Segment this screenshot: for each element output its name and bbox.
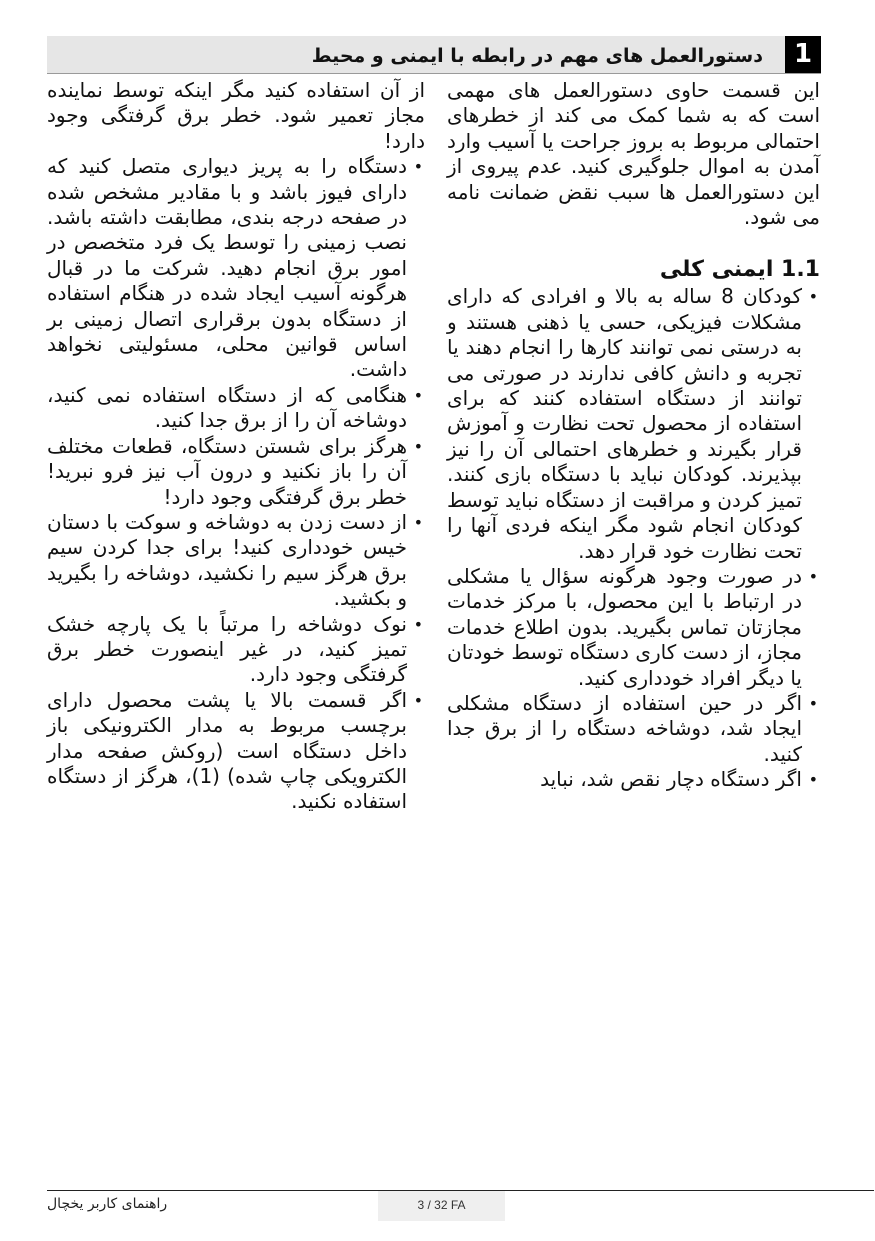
safety-list-left: [47, 78, 425, 815]
right-column: [447, 78, 820, 793]
list-item: • نوک دوشاخه را مرتباً با یک پارچه خشک تمیز کنید، در غیر اینصورت خطر برق گرفتگی وجود دارد.: [47, 612, 425, 688]
intro-paragraph: این قسمت حاوی دستورالعمل های مهمی است که به شما کمک می کند از خطرهای احتمالی مربوط به بروز جراحت یا آسیب وارد آمدن به اموال جلوگیری کنید. عدم پیروی از این دستورالعمل ها سبب نقض ضمانت نامه می شود.: [447, 78, 820, 230]
section-number: 1: [785, 36, 821, 73]
page-number: 3 / 32 FA: [378, 1191, 505, 1221]
list-item: • اگر دستگاه دچار نقص شد، نباید: [447, 767, 820, 792]
list-item: • اگر در حین استفاده از دستگاه مشکلی ایجاد شد، دوشاخه دستگاه را از برق جدا کنید.: [447, 691, 820, 767]
list-item: • از دست زدن به دوشاخه و سوکت با دستان خیس خودداری کنید! برای جدا کردن سیم برق هرگز سیم را نکشید، دوشاخه را بگیرید و بکشید.: [47, 510, 425, 612]
subsection-title: 1.1 ایمنی کلی: [659, 257, 820, 283]
list-item: • هنگامی که از دستگاه استفاده نمی کنید، دوشاخه آن را از برق جدا کنید.: [47, 383, 425, 434]
list-item-continuation: از آن استفاده کنید مگر اینکه توسط نماینده مجاز تعمیر شود. خطر برق گرفتگی وجود دارد!: [47, 78, 425, 153]
left-column: [47, 78, 425, 815]
section-title: دستورالعمل های مهم در رابطه با ایمنی و محیط: [311, 45, 763, 67]
list-item: • دستگاه را به پریز دیواری متصل کنید که دارای فیوز باشد و با مقادیر مشخص شده در صفحه درجه بندی، مطابقت داشته باشد. نصب زمینی را توسط یک فرد متخصص در امور برق انجام دهید. شرکت ما در قبال هرگونه آسیب ایجاد شده در هنگام استفاده از دستگاه بدون برقراری اتصال زمینی بر اساس قوانین محلی، مسئولیتی نخواهد داشت.: [47, 154, 425, 383]
list-item: • در صورت وجود هرگونه سؤال یا مشکلی در ارتباط با این محصول، با مرکز خدمات مجازتان تماس بگیرید. بدون اطلاع خدمات مجاز، از دست کاری دستگاه توسط خودتان یا دیگر افراد خودداری کنید.: [447, 564, 820, 691]
section-header: [47, 36, 821, 74]
footer-manual-title: راهنمای کاربر یخچال: [47, 1196, 168, 1212]
list-item: • هرگز برای شستن دستگاه، قطعات مختلف آن را باز نکنید و درون آب نیز فرو نبرید! خطر برق گرفتگی وجود دارد!: [47, 434, 425, 510]
list-item: • کودکان 8 ساله به بالا و افرادی که دارای مشکلات فیزیکی، حسی یا ذهنی هستند و به درستی نمی توانند کارها را انجام دهند یا تجربه و دانش کافی ندارند در صورتی می توانند از دستگاه استفاده کنند که برای استفاده از محصول تحت نظارت و آموزش قرار بگیرند و خطرهای احتمالی آن را نیز بپذیرند. کودکان نباید با دستگاه بازی کنند. تمیز کردن و مراقبت از دستگاه نباید توسط کودکان انجام شود مگر اینکه فردی آنها را تحت نظارت خود قرار دهد.: [447, 284, 820, 563]
list-item: • اگر قسمت بالا یا پشت محصول دارای برچسب مربوط به مدار الکترونیکی باز داخل دستگاه است (روکش صفحه مدار الکترویکی چاپ شده) (1)، هرگز از دستگاه استفاده نکنید.: [47, 688, 425, 815]
safety-list-right: [447, 284, 820, 792]
